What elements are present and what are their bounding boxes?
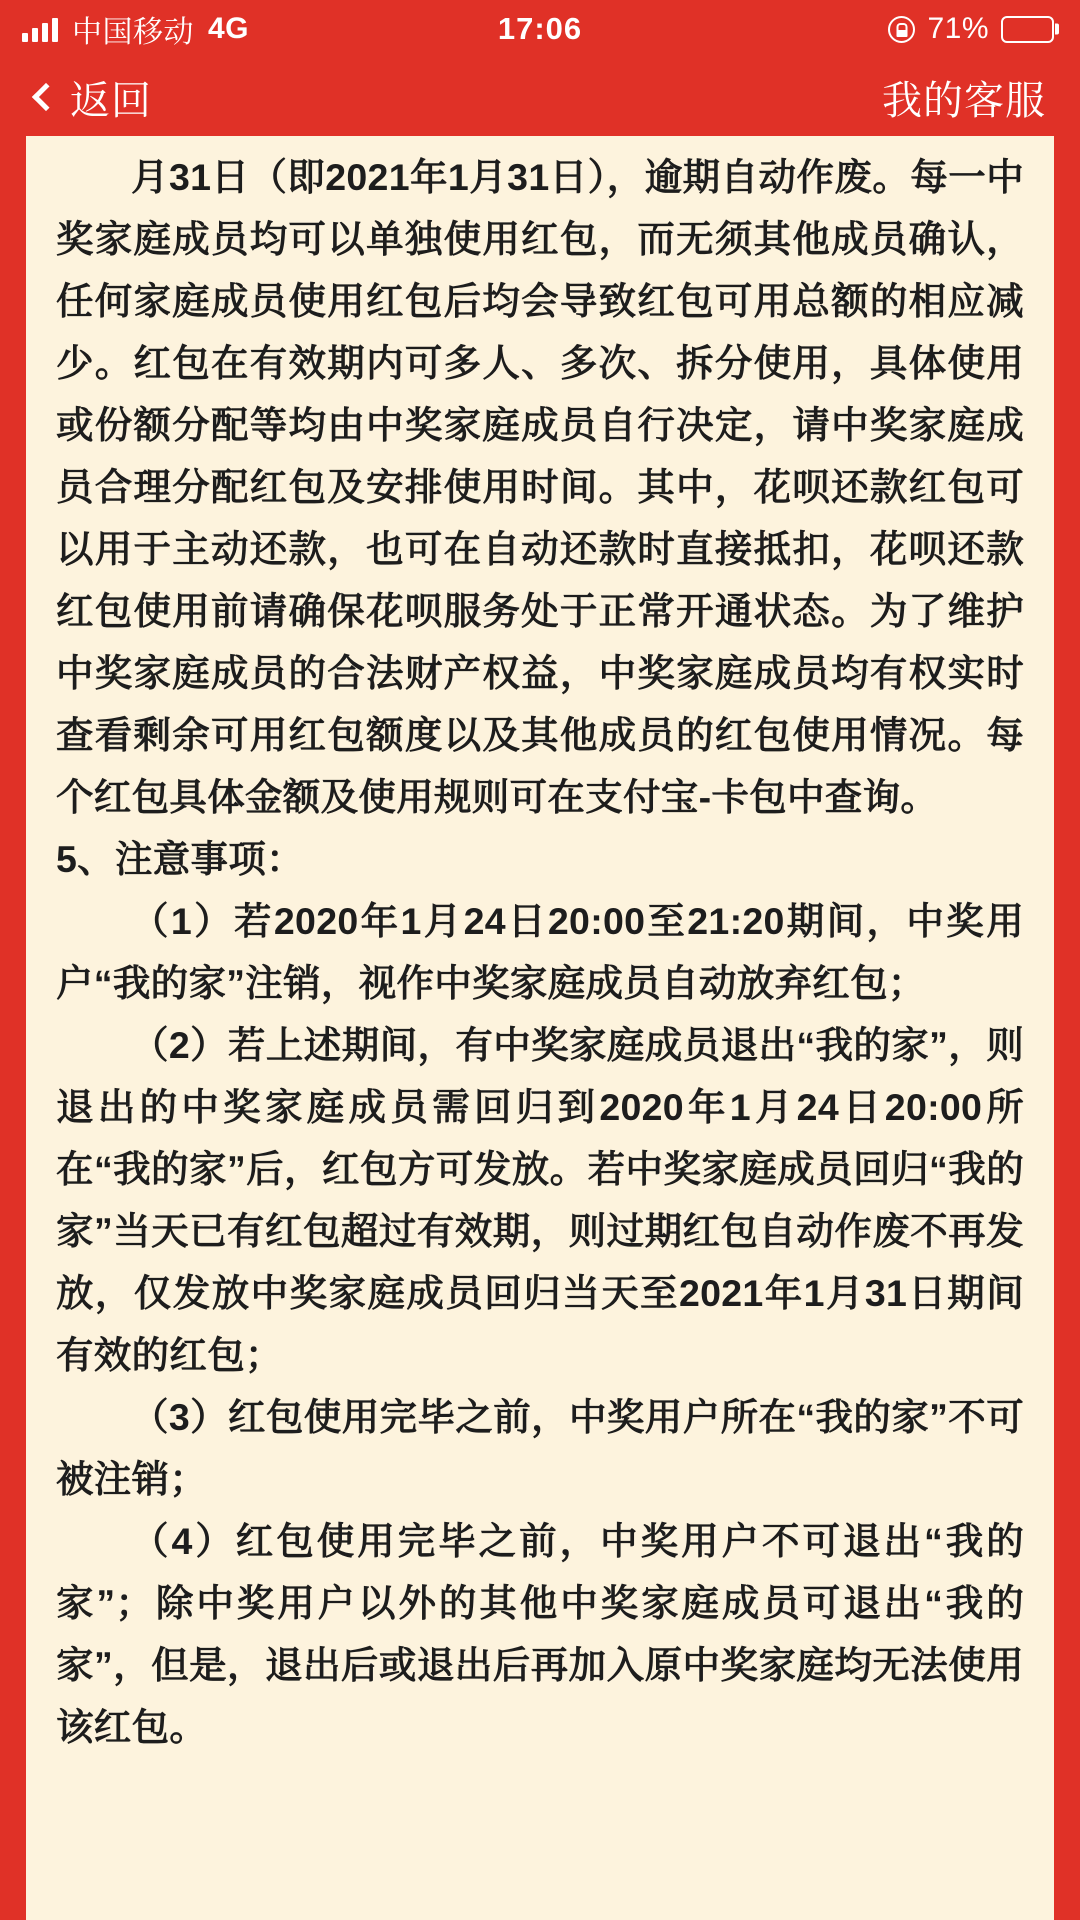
lock-icon	[888, 16, 915, 43]
battery-icon	[1001, 16, 1054, 43]
status-bar-clock: 17:06	[497, 11, 583, 46]
terms-paragraph: （4）红包使用完毕之前，中奖用户不可退出“我的家”；除中奖用户以外的其他中奖家庭成员可退出“我的家”，但是，退出后或退出后再加入原中奖家庭均无法使用该红包。	[56, 1520, 1024, 1748]
nav-bar	[0, 58, 1080, 136]
status-bar-left	[22, 7, 249, 51]
terms-paragraph: （2）若上述期间，有中奖家庭成员退出“我的家”，则退出的中奖家庭成员需回归到2020年1月24日20:00所在“我的家”后，红包方可发放。若中奖家庭成员回归“我的家”当天已有红包超过有效期，则过期红包自动作废不再发放，仅发放中奖家庭成员回归当天至2021年1月31日期间有效的红包；	[56, 1024, 1024, 1376]
terms-document	[56, 146, 1024, 1758]
network-type-label: 4G	[208, 12, 250, 45]
terms-paragraph: 5、注意事项：	[56, 838, 304, 880]
back-button[interactable]	[36, 69, 152, 126]
chevron-left-icon	[32, 83, 60, 111]
terms-card	[26, 136, 1054, 1920]
status-bar	[0, 0, 1080, 58]
carrier-label: 中国移动	[72, 16, 194, 49]
terms-paragraph: （1）若2020年1月24日20:00至21:20期间，中奖用户“我的家”注销，视作中奖家庭成员自动放弃红包；	[56, 900, 1024, 1004]
customer-service-button[interactable]: 我的客服	[882, 78, 1046, 123]
back-button-label: 返回	[70, 78, 152, 123]
terms-paragraph: （3）红包使用完毕之前，中奖用户所在“我的家”不可被注销；	[56, 1396, 1024, 1500]
signal-bars-icon	[22, 16, 58, 42]
terms-paragraph: 月31日（即2021年1月31日），逾期自动作废。每一中奖家庭成员均可以单独使用红包，而无须其他成员确认，任何家庭成员使用红包后均会导致红包可用总额的相应减少。红包在有效期内可多人、多次、拆分使用，具体使用或份额分配等均由中奖家庭成员自行决定，请中奖家庭成员合理分配红包及安排使用时间。其中，花呗还款红包可以用于主动还款，也可在自动还款时直接抵扣，花呗还款红包使用前请确保花呗服务处于正常开通状态。为了维护中奖家庭成员的合法财产权益，中奖家庭成员均有权实时查看剩余可用红包额度以及其他成员的红包使用情况。每个红包具体金额及使用规则可在支付宝-卡包中查询。	[56, 156, 1024, 818]
content-scroll-area[interactable]	[0, 136, 1080, 1920]
status-bar-right	[888, 12, 1054, 46]
battery-percent-label: 71%	[927, 12, 989, 45]
